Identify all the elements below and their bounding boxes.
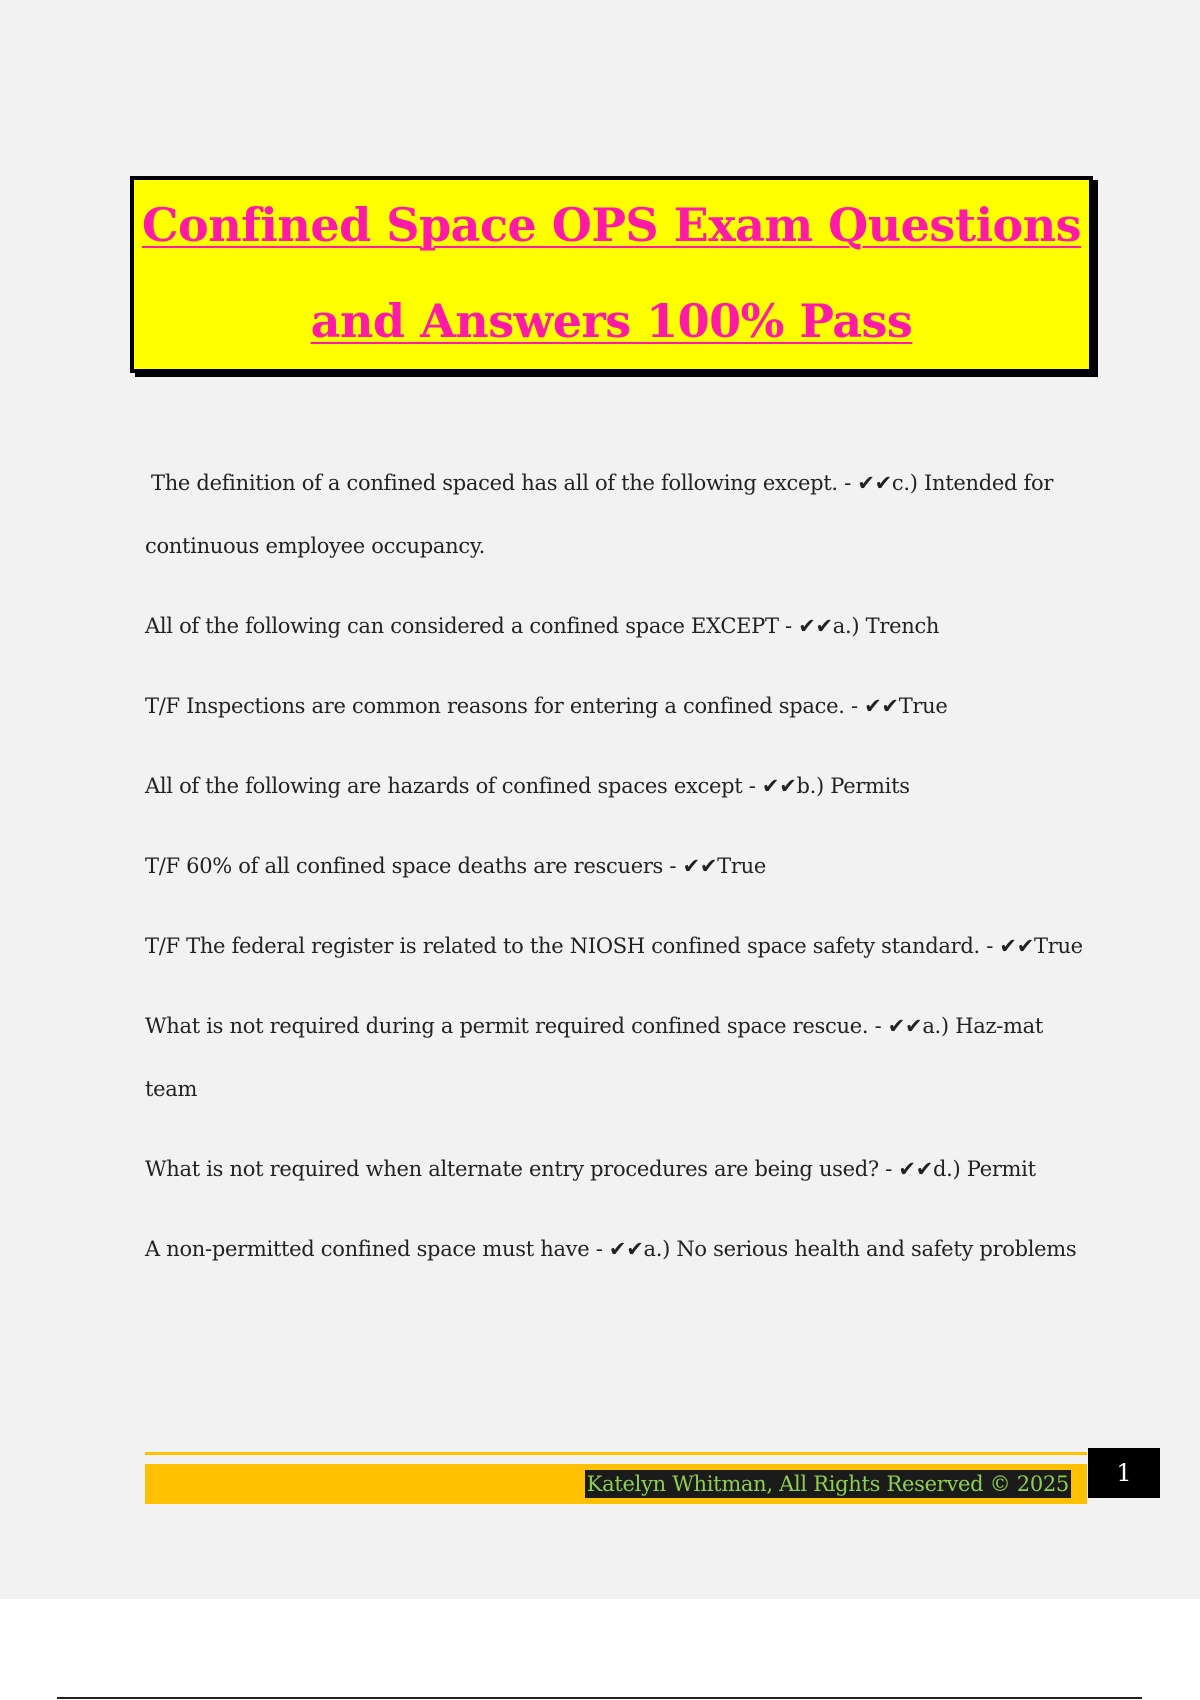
qa-item: What is not required during a permit required confined space rescue. - ✔✔a.) Haz-mat team — [145, 1014, 1043, 1101]
qa-item: All of the following can considered a confined space EXCEPT - ✔✔a.) Trench — [145, 614, 940, 638]
qa-item: What is not required when alternate entry procedures are being used? - ✔✔d.) Permit — [145, 1157, 1036, 1181]
page-number: 1 — [1088, 1448, 1160, 1498]
title-box — [130, 176, 1093, 373]
document-title-line-1: Confined Space OPS Exam Questions — [141, 198, 1082, 252]
qa-item: The definition of a confined spaced has all of the following except. - ✔✔c.) Intended for continuous employee occupancy. — [145, 471, 1054, 558]
question-answer-list — [145, 452, 1095, 1298]
document-title-line-2: and Answers 100% Pass — [310, 294, 913, 348]
qa-item: T/F 60% of all confined space deaths are rescuers - ✔✔True — [145, 854, 766, 878]
footer-divider — [145, 1452, 1087, 1455]
qa-item: T/F The federal register is related to the NIOSH confined space safety standard. - ✔✔True — [145, 934, 1083, 958]
qa-item: All of the following are hazards of confined spaces except - ✔✔b.) Permits — [145, 774, 910, 798]
qa-item: A non-permitted confined space must have - ✔✔a.) No serious health and safety problems — [145, 1237, 1077, 1261]
page-divider — [57, 1697, 1142, 1699]
copyright-notice: Katelyn Whitman, All Rights Reserved © 2025 — [586, 1472, 1069, 1496]
qa-item: T/F Inspections are common reasons for entering a confined space. - ✔✔True — [145, 694, 948, 718]
footer-bar — [145, 1464, 1087, 1504]
